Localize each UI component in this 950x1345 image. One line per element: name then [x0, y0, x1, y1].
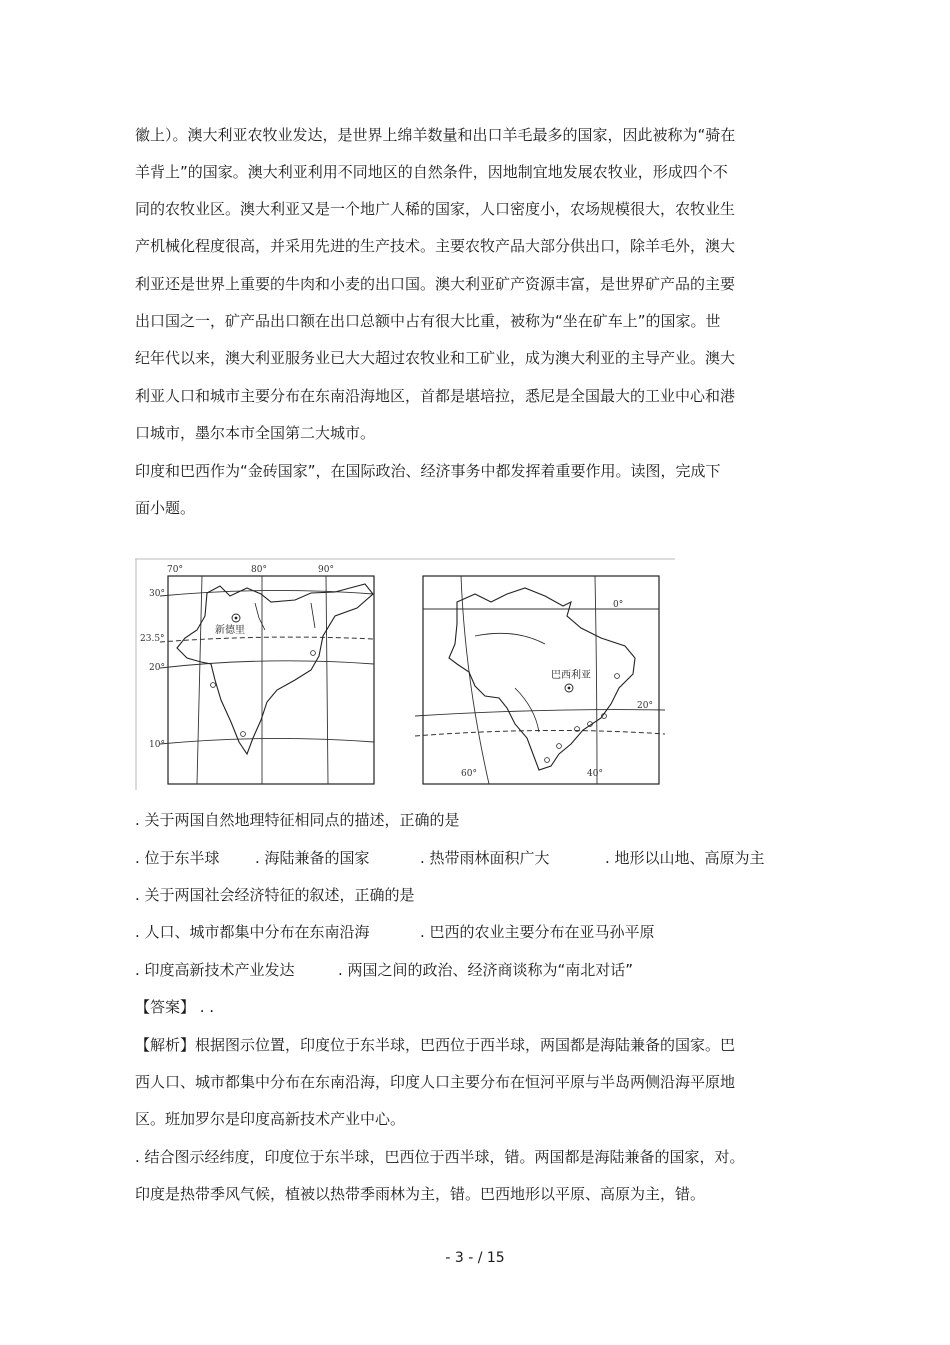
page-number: - 3 - / 15 — [445, 1250, 505, 1266]
india-capital-label: 新德里 — [215, 625, 245, 636]
intro-line: 面小题。 — [135, 499, 196, 517]
india-lat-label: 30° — [149, 589, 165, 599]
analysis-line: 西人口、城市都集中分布在东南沿海，印度人口主要分布在恒河平原与半岛两侧沿海平原地 — [135, 1073, 736, 1091]
india-map — [140, 565, 374, 784]
brazil-capital-label: 巴西利亚 — [551, 670, 591, 681]
paragraph-line: 利亚人口和城市主要分布在东南沿海地区，首都是堪培拉，悉尼是全国最大的工业中心和港 — [135, 387, 736, 405]
analysis-line: . 结合图示经纬度，印度位于东半球，巴西位于西半球，错。两国都是海陆兼备的国家，对。 — [135, 1148, 745, 1166]
paragraph-line: 纪年代以来，澳大利亚服务业已大大超过农牧业和工矿业，成为澳大利亚的主导产业。澳大 — [135, 349, 736, 367]
q1-option-d: . 地形以山地、高原为主 — [605, 849, 765, 867]
intro-line: 印度和巴西作为“金砖国家”，在国际政治、经济事务中都发挥着重要作用。读图，完成下 — [135, 462, 721, 480]
analysis-line: 印度是热带季风气候，植被以热带季雨林为主，错。巴西地形以平原、高原为主，错。 — [135, 1185, 706, 1203]
q1-option-b: . 海陆兼备的国家 — [255, 849, 370, 867]
q2-option-c: . 印度高新技术产业发达 — [135, 961, 295, 979]
q1-stem: . 关于两国自然地理特征相同点的描述，正确的是 — [135, 811, 460, 829]
paragraph-line: 徽上）。澳大利亚农牧业发达，是世界上绵羊数量和出口羊毛最多的国家，因此被称为“骑在 — [135, 126, 736, 144]
paragraph-line: 同的农牧业区。澳大利亚又是一个地广人稀的国家，人口密度小，农场规模很大，农牧业生 — [135, 200, 736, 218]
brazil-map — [415, 576, 665, 784]
answer-line: 【答案】 . . — [135, 998, 215, 1016]
paragraph-line: 羊背上”的国家。澳大利亚利用不同地区的自然条件，因地制宜地发展农牧业，形成四个不 — [135, 163, 728, 181]
q1-option-a: . 位于东半球 — [135, 849, 220, 867]
india-lat-label: 10° — [149, 740, 165, 750]
paragraph-line: 利亚还是世界上重要的牛肉和小麦的出口国。澳大利亚矿产资源丰富，是世界矿产品的主要 — [135, 275, 736, 293]
q2-option-a: . 人口、城市都集中分布在东南沿海 — [135, 923, 370, 941]
brazil-lat-label: 0° — [613, 600, 624, 610]
paragraph-line: 出口国之一，矿产品出口额在出口总额中占有很大比重，被称为“坐在矿车上”的国家。世 — [135, 312, 721, 330]
india-lon-label: 90° — [318, 565, 334, 575]
q1-option-c: . 热带雨林面积广大 — [420, 849, 550, 867]
brazil-lon-label: 60° — [461, 769, 477, 779]
map-figure — [135, 558, 680, 794]
paragraph-line: 口城市，墨尔本市全国第二大城市。 — [135, 424, 376, 442]
analysis-line: 【解析】根据图示位置，印度位于东半球，巴西位于西半球，两国都是海陆兼备的国家。巴 — [135, 1036, 736, 1054]
india-lat-label: 20° — [149, 663, 165, 673]
brazil-lon-label: 40° — [587, 769, 603, 779]
india-lat-label: 23.5° — [140, 634, 165, 644]
q2-option-d: . 两国之间的政治、经济商谈称为“南北对话” — [338, 961, 634, 979]
analysis-line: 区。班加罗尔是印度高新技术产业中心。 — [135, 1110, 406, 1128]
brazil-lat-label: 20° — [637, 701, 653, 711]
india-lon-label: 70° — [167, 565, 183, 575]
india-lon-label: 80° — [251, 565, 267, 575]
paragraph-line: 产机械化程度很高，并采用先进的生产技术。主要农牧产品大部分供出口，除羊毛外，澳大 — [135, 237, 736, 255]
q2-option-b: . 巴西的农业主要分布在亚马孙平原 — [420, 923, 655, 941]
q2-stem: . 关于两国社会经济特征的叙述，正确的是 — [135, 886, 415, 904]
